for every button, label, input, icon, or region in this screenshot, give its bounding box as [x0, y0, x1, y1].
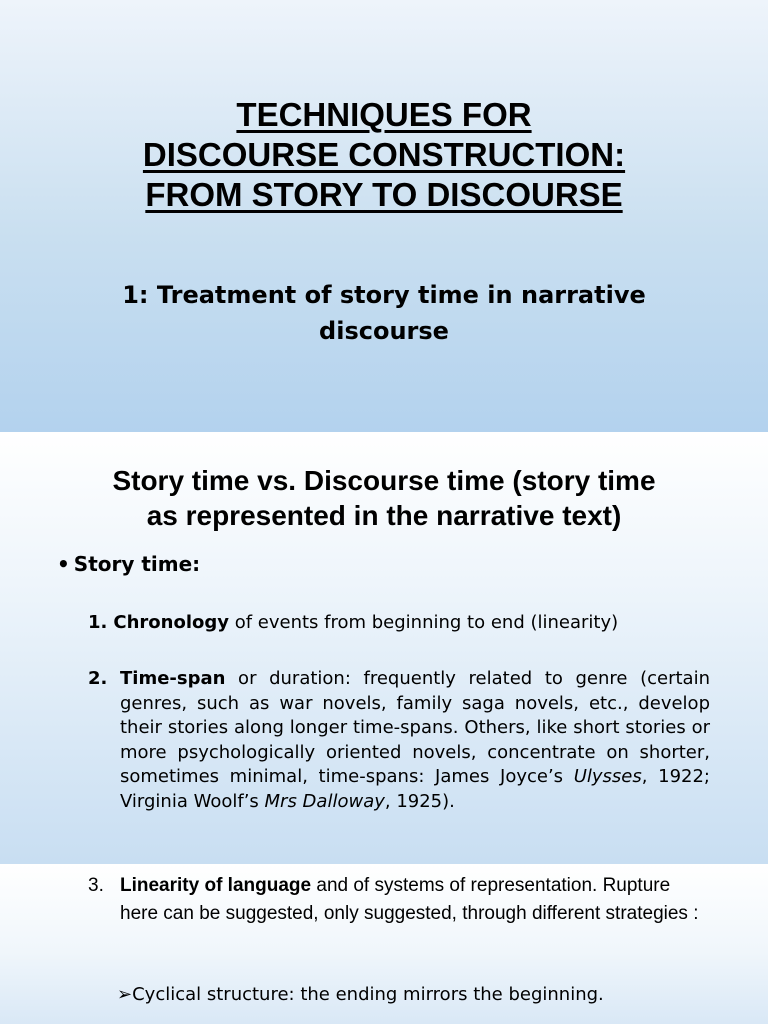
subtitle-line-1: 1: Treatment of story time in narrative: [122, 281, 646, 309]
sub-bullet-cyclical: [117, 981, 737, 1009]
list-item-time-span: [88, 667, 710, 814]
bullet-label: Story time:: [73, 552, 201, 576]
list-item-linearity: [88, 872, 708, 928]
item-bold: Linearity of language: [120, 875, 312, 896]
subtitle-line-2: discourse: [319, 317, 449, 345]
sub-bullet-text: Cyclical structure: the ending mirrors the beginning.: [132, 984, 604, 1005]
bullet-dot-icon: •: [57, 552, 70, 576]
slide-story-time: [0, 432, 768, 864]
item-number: 3.: [88, 875, 104, 896]
heading-line-2: as represented in the narrative text): [146, 500, 622, 531]
slide-title: [0, 0, 768, 432]
item-number: 1.: [88, 612, 108, 633]
title-line-2: DISCOURSE CONSTRUCTION:: [142, 136, 626, 173]
list-item-chronology: [88, 609, 720, 637]
item-italic-ulysses: Ulysses: [573, 766, 642, 787]
item-text-1: or duration: frequently related to genre (certain genres, such as war novels, family saga novels, etc., develop their stories along longer time-spans. Others, like short stories or more psychologically oriented novels, concentrate on shorter, sometimes minimal, time-spans: James Joyce’s: [120, 668, 710, 787]
item-text-2: , 1922; Virginia Woolf’s: [120, 766, 710, 812]
item-bold: Chronology: [113, 612, 229, 633]
slide-title-heading: [0, 95, 768, 215]
arrow-bullet-icon: ➢: [117, 984, 133, 1005]
item-text: of events from beginning to end (linearity): [228, 612, 619, 633]
slide-linearity: [0, 864, 768, 1024]
slide-subtitle: [40, 277, 728, 349]
item-number: 2.: [88, 668, 108, 689]
item-text-3: , 1925).: [384, 790, 455, 812]
item-text: and of systems of representation. Rupture here can be suggested, only suggested, through different strategies :: [120, 875, 699, 924]
item-bold: Time-span: [120, 668, 226, 689]
heading-line-1: Story time vs. Discourse time (story time: [112, 465, 656, 496]
title-line-1: TECHNIQUES FOR: [236, 96, 532, 133]
bullet-story-time: [57, 549, 200, 579]
slide-heading: [0, 463, 768, 533]
item-italic-dalloway: Mrs Dalloway: [264, 790, 385, 812]
item-body: [88, 872, 708, 928]
title-line-3: FROM STORY TO DISCOURSE: [145, 176, 623, 213]
item-body: [88, 667, 710, 814]
